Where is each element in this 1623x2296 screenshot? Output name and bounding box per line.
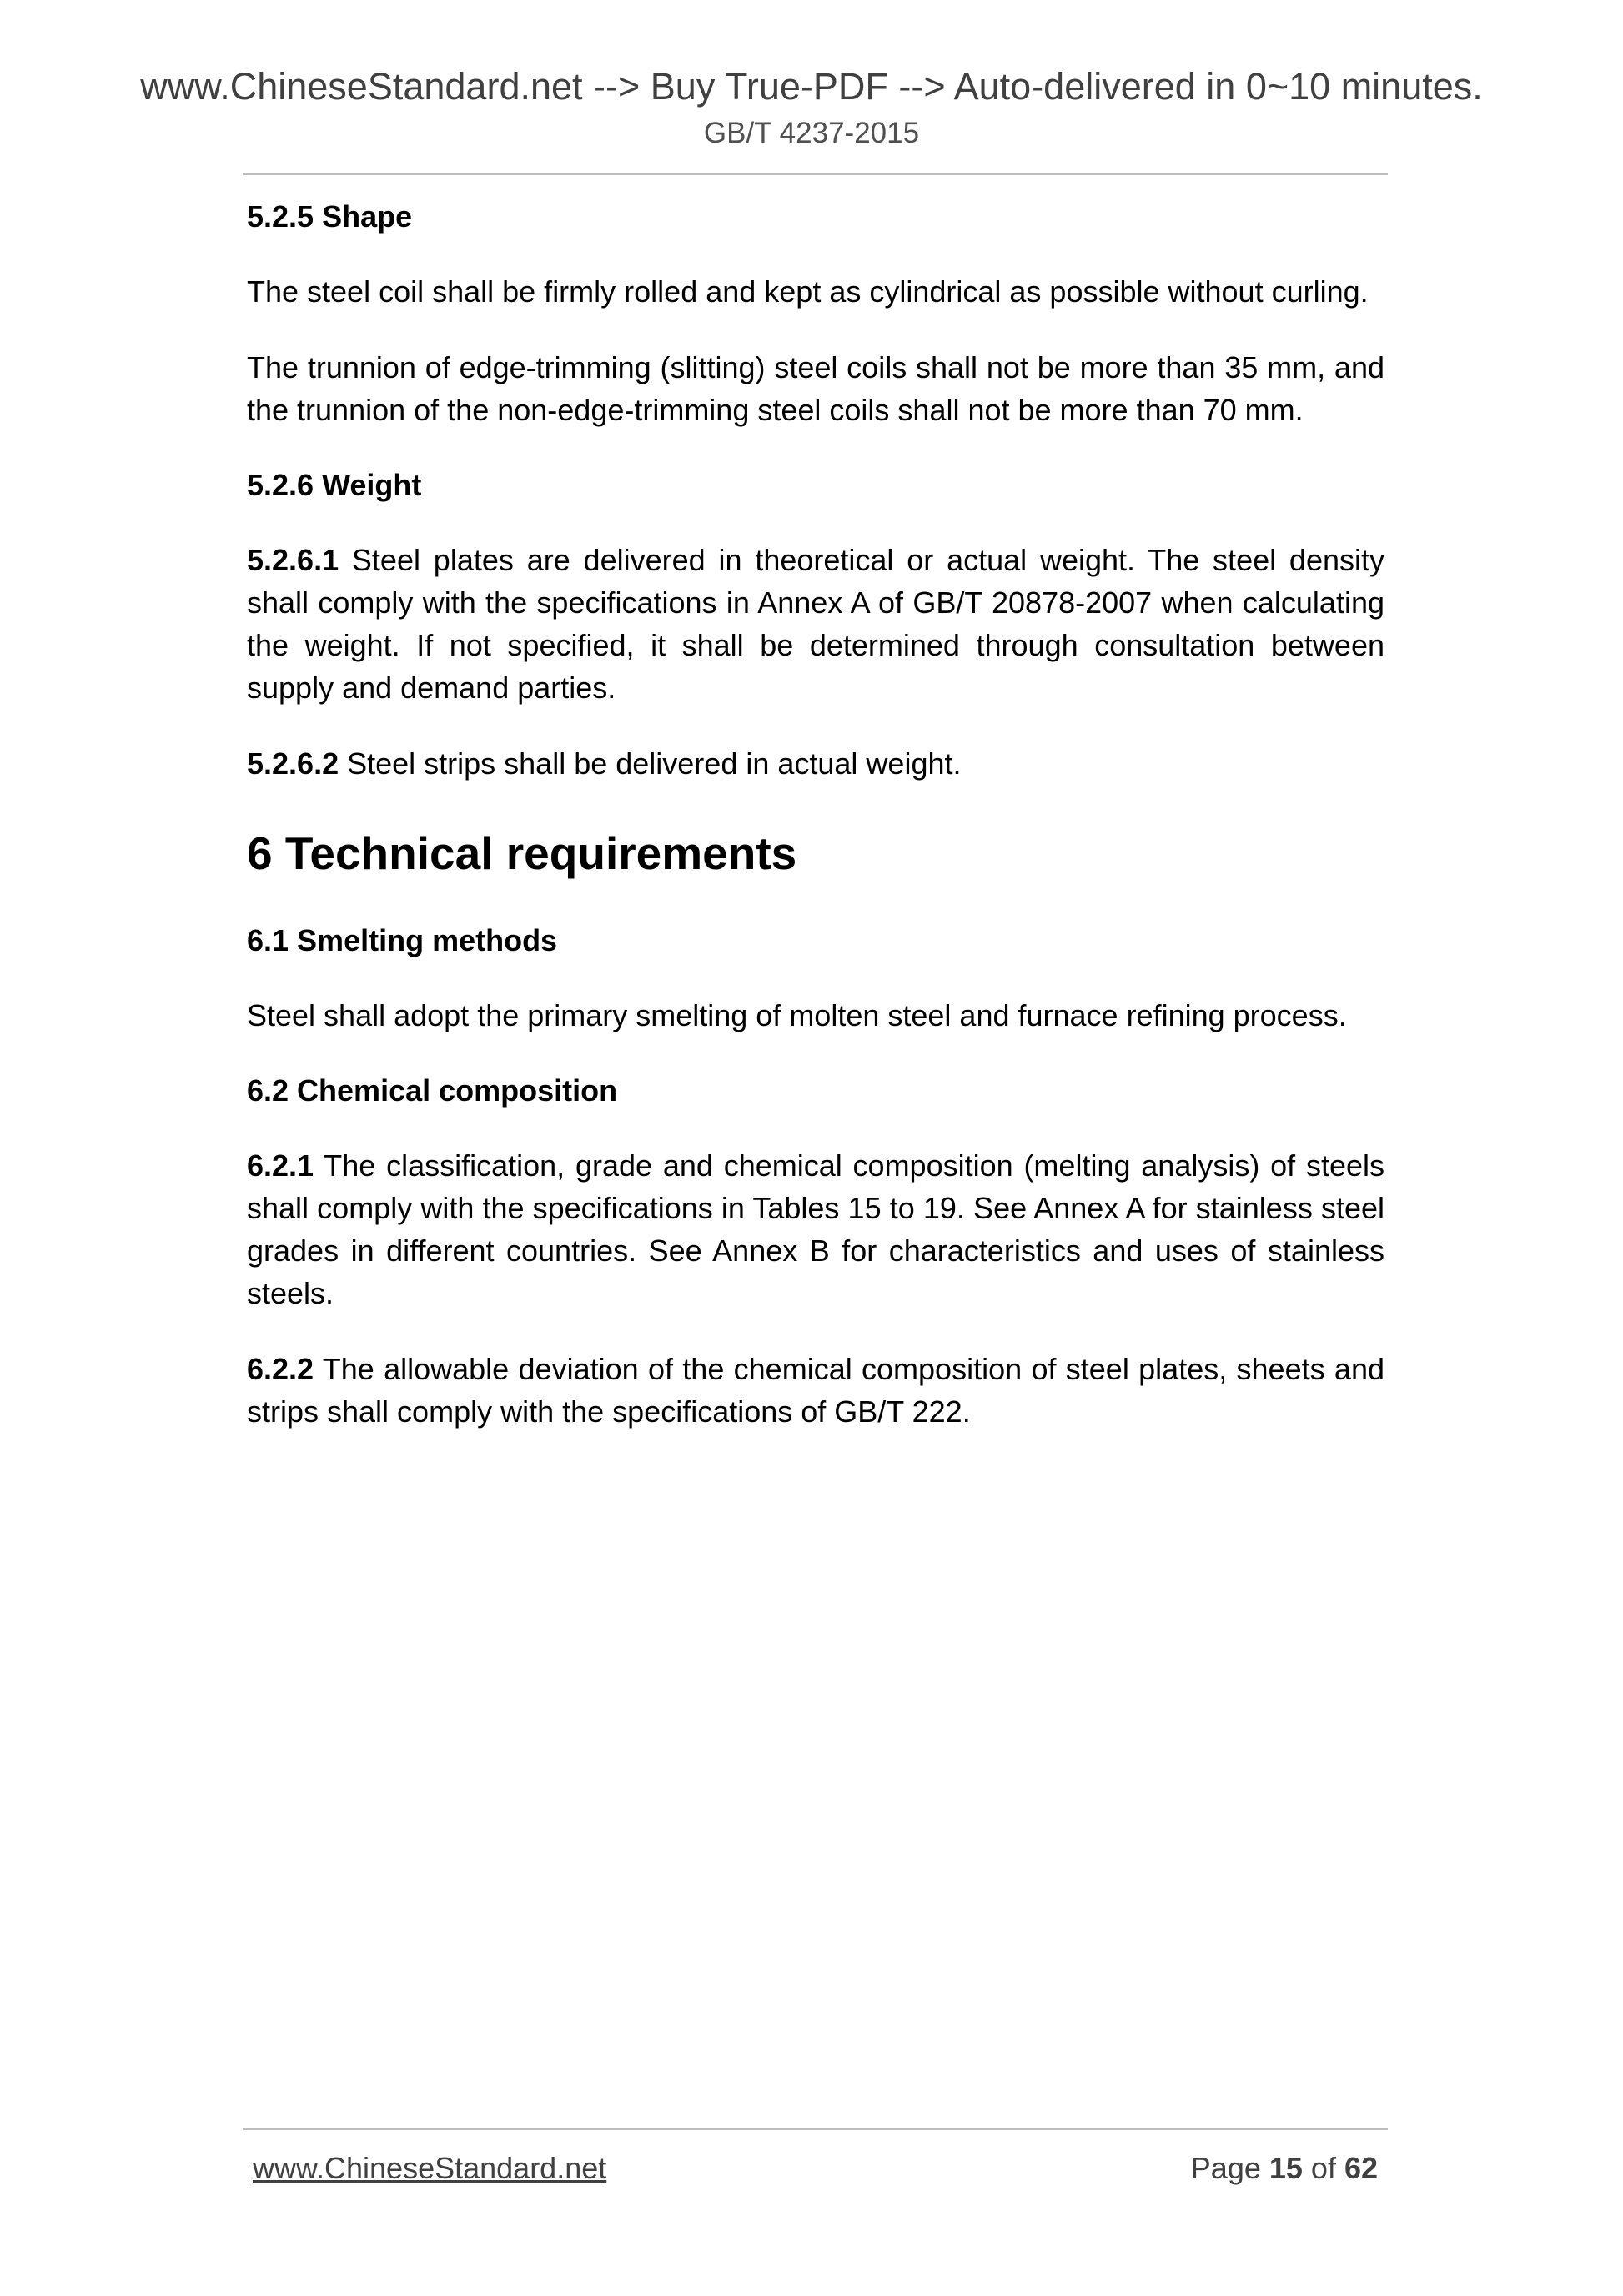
heading-6: 6 Technical requirements (247, 827, 797, 879)
clause-text: The allowable deviation of the chemical composition of steel plates, sheets and strips shall comply with the specifications of GB/T 222. (247, 1352, 1384, 1429)
paragraph-6-2-1 (247, 1144, 1384, 1314)
footer-website-link[interactable]: www.ChineseStandard.net (253, 2151, 607, 2185)
page-prefix: Page (1190, 2151, 1269, 2185)
heading-5-2-6: 5.2.6 Weight (247, 468, 422, 502)
header-banner: www.ChineseStandard.net --> Buy True-PDF --> Auto-delivered in 0~10 minutes. (140, 65, 1483, 108)
standard-code: GB/T 4237-2015 (703, 117, 920, 149)
page-total: 62 (1344, 2151, 1378, 2185)
clause-number: 5.2.6.1 (247, 543, 339, 577)
clause-text: Steel plates are delivered in theoretical or actual weight. The steel density shall comply with the specifications in Annex A of GB/T 20878-2007 when calculating the weight. If not specified, it shall be determined through consultation between supply and demand parties. (247, 543, 1384, 705)
page-current: 15 (1269, 2151, 1303, 2185)
document-body (247, 195, 1384, 1433)
clause-number: 5.2.6.2 (247, 746, 339, 781)
paragraph-5-2-5-a: The steel coil shall be firmly rolled and kept as cylindrical as possible without curling. (247, 274, 1369, 309)
clause-number: 6.2.2 (247, 1352, 314, 1386)
clause-number: 6.2.1 (247, 1148, 314, 1183)
paragraph-5-2-6-1 (247, 539, 1384, 709)
clause-text: The classification, grade and chemical composition (melting analysis) of steels shall comply with the specifications in Tables 15 to 19. See Annex A for stainless steel grades in different countries. See Annex B for characteristics and uses of stainless steels. (247, 1148, 1384, 1310)
page-of: of (1302, 2151, 1344, 2185)
paragraph-5-2-5-b: The trunnion of edge-trimming (slitting) steel coils shall not be more than 35 mm, and the trunnion of the non-edge-trimming steel coils shall not be more than 70 mm. (247, 350, 1384, 427)
paragraph-6-1: Steel shall adopt the primary smelting of molten steel and furnace refining process. (247, 998, 1347, 1032)
footer-divider (243, 2128, 1388, 2130)
heading-6-2: 6.2 Chemical composition (247, 1073, 618, 1108)
page-indicator (1191, 2148, 1378, 2188)
paragraph-5-2-6-2 (247, 742, 1384, 785)
clause-text: Steel strips shall be delivered in actual weight. (339, 746, 962, 781)
heading-5-2-5: 5.2.5 Shape (247, 199, 413, 234)
heading-6-1: 6.1 Smelting methods (247, 923, 558, 957)
paragraph-6-2-2 (247, 1348, 1384, 1433)
header-divider (243, 173, 1388, 175)
